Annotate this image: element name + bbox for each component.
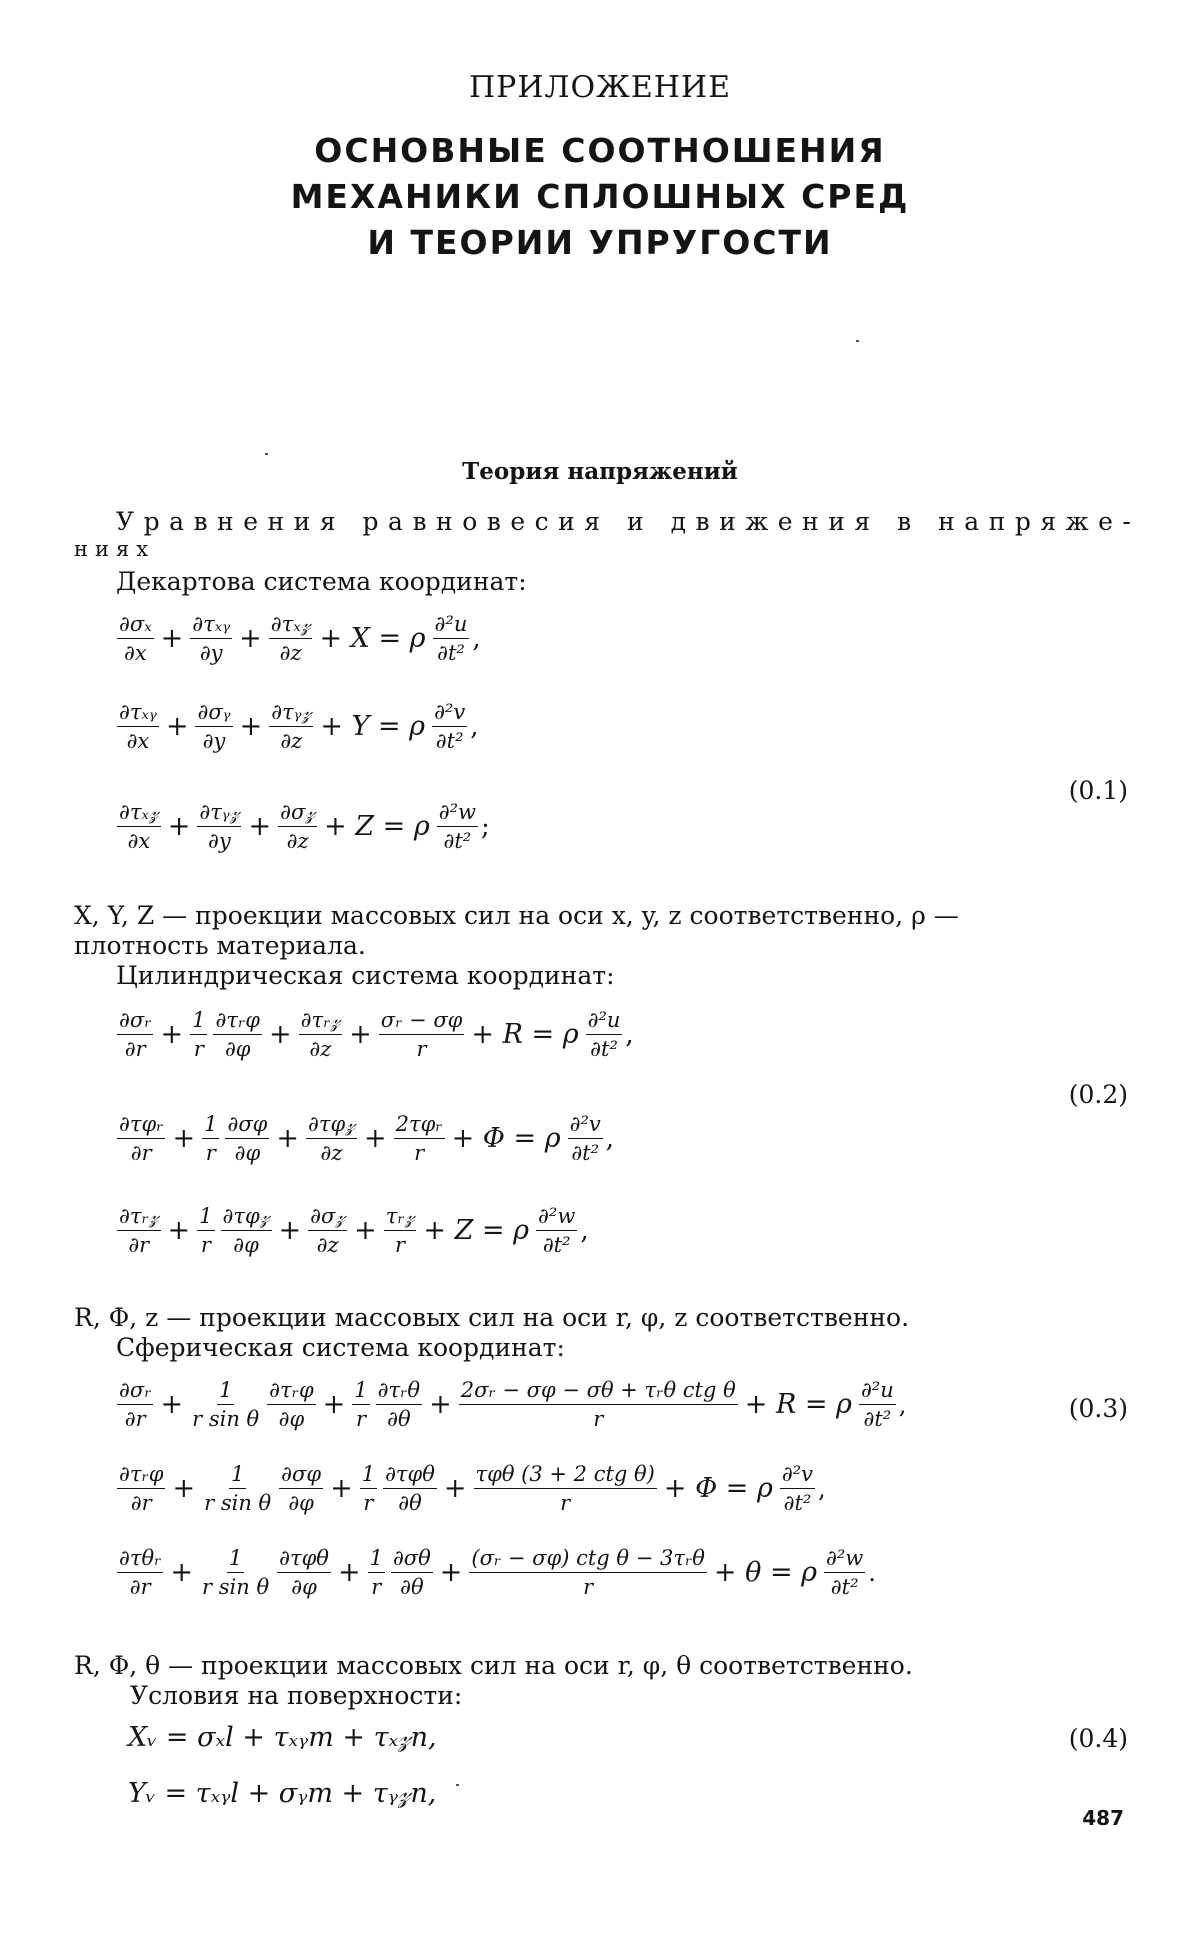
- cartesian-note-line-1: X, Y, Z — проекции массовых сил на оси x, y, z соответственно, ρ —: [74, 901, 959, 930]
- equation-cylindrical-2: $\frac{\text{∂τφᵣ}}{\partial r}$ + $\frac{1}{r}$ $\frac{\partial\sigma\varphi}{\partial\varphi}$ + $\frac{\text{∂τφ𝓏}}{\partial z}$ + $\frac{\text{2τφᵣ}}{r}$ + Φ = ρ $\frac{\text{∂²v}}{\text{∂t²}}$ ,: [119, 1112, 615, 1165]
- equation-spherical-2: $\frac{\text{∂τᵣφ}}{\partial r}$ + $\frac{1}{\text{r sin θ}}$ $\frac{\partial\sigma\varphi}{\partial\varphi}$ + $\frac{1}{r}$ $\frac{\text{∂τφθ}}{\partial\theta}$ + $\frac{\text{τφθ (3 + 2 ctg θ)}}{r}$ + Φ = ρ $\frac{\text{∂²v}}{\text{∂t²}}$ ,: [119, 1462, 826, 1515]
- equation-number-0-1: (0.1): [1068, 776, 1128, 805]
- cylindrical-note: R, Φ, z — проекции массовых сил на оси r, φ, z соответственно.: [74, 1303, 910, 1332]
- paragraph-equilibrium-line-1: Уравнения равновесия и движения в напряже-: [116, 507, 1141, 536]
- spherical-heading: Сферическая система координат:: [116, 1333, 565, 1362]
- section-title: Теория напряжений: [462, 458, 738, 485]
- cartesian-note-line-2: плотность материала.: [74, 931, 366, 960]
- surface-heading: Условия на поверхности:: [130, 1681, 463, 1710]
- print-speck: [456, 1784, 459, 1786]
- equation-cylindrical-1: $\frac{\text{∂σᵣ}}{\partial r}$ + $\frac{1}{r}$ $\frac{\text{∂τᵣφ}}{\partial\varphi}$ + $\frac{\text{∂τᵣ𝓏}}{\partial z}$ + $\frac{\text{σᵣ − σφ}}{r}$ + R = ρ $\frac{\text{∂²u}}{\text{∂t²}}$ ,: [119, 1008, 634, 1061]
- appendix-heading: ПРИЛОЖЕНИЕ: [469, 70, 731, 105]
- equation-cartesian-3: $\frac{\text{∂τₓ𝓏}}{\partial x}$ + $\frac{\text{∂τᵧ𝓏}}{\partial y}$ + $\frac{\text{∂σ𝓏}}{\partial z}$ + Z = ρ $\frac{\text{∂²w}}{\text{∂t²}}$ ;: [119, 800, 490, 853]
- paragraph-equilibrium-line-2: ниях: [74, 537, 156, 561]
- print-speck: [265, 453, 268, 455]
- chapter-title-line-3: И ТЕОРИИ УПРУГОСТИ: [367, 223, 833, 262]
- spherical-note: R, Φ, θ — проекции массовых сил на оси r, φ, θ соответственно.: [74, 1651, 913, 1680]
- equation-number-0-2: (0.2): [1068, 1080, 1128, 1109]
- chapter-title-line-2: МЕХАНИКИ СПЛОШНЫХ СРЕД: [290, 177, 910, 216]
- equation-cartesian-1: $\frac{\text{∂σₓ}}{\partial x}$ + $\frac{\text{∂τₓᵧ}}{\partial y}$ + $\frac{\text{∂τₓ𝓏}}{\partial z}$ + X = ρ $\frac{\text{∂²u}}{\text{∂t²}}$ ,: [119, 612, 481, 665]
- equation-spherical-3: $\frac{\text{∂τθᵣ}}{\partial r}$ + $\frac{1}{\text{r sin θ}}$ $\frac{\text{∂τφθ}}{\partial\varphi}$ + $\frac{1}{r}$ $\frac{\partial\sigma\theta}{\partial\theta}$ + $\frac{\text{(σᵣ − σφ) ctg θ − 3τᵣθ}}{r}$ + θ = ρ $\frac{\text{∂²w}}{\text{∂t²}}$ .: [119, 1546, 876, 1599]
- equation-cylindrical-3: $\frac{\text{∂τᵣ𝓏}}{\partial r}$ + $\frac{1}{r}$ $\frac{\text{∂τφ𝓏}}{\partial\varphi}$ + $\frac{\text{∂σ𝓏}}{\partial z}$ + $\frac{\text{τᵣ𝓏}}{r}$ + Z = ρ $\frac{\text{∂²w}}{\text{∂t²}}$ ,: [119, 1204, 589, 1257]
- cylindrical-heading: Цилиндрическая система координат:: [116, 961, 615, 990]
- equation-surface-2: Yᵥ = τₓᵧl + σᵧm + τᵧ𝓏n,: [128, 1778, 437, 1809]
- equation-number-0-3: (0.3): [1068, 1394, 1128, 1423]
- page-number: 487: [1082, 1806, 1124, 1830]
- equation-number-0-4: (0.4): [1068, 1724, 1128, 1753]
- print-speck: [856, 340, 859, 342]
- chapter-title-line-1: ОСНОВНЫЕ СООТНОШЕНИЯ: [314, 131, 886, 170]
- cartesian-heading: Декартова система координат:: [116, 567, 527, 596]
- equation-cartesian-2: $\frac{\text{∂τₓᵧ}}{\partial x}$ + $\frac{\text{∂σᵧ}}{\partial y}$ + $\frac{\text{∂τᵧ𝓏}}{\partial z}$ + Y = ρ $\frac{\text{∂²v}}{\text{∂t²}}$ ,: [119, 700, 479, 753]
- equation-surface-1: Xᵥ = σₓl + τₓᵧm + τₓ𝓏n,: [128, 1722, 437, 1753]
- equation-spherical-1: $\frac{\text{∂σᵣ}}{\partial r}$ + $\frac{1}{\text{r sin θ}}$ $\frac{\text{∂τᵣφ}}{\partial\varphi}$ + $\frac{1}{r}$ $\frac{\text{∂τᵣθ}}{\partial\theta}$ + $\frac{\text{2σᵣ − σφ − σθ + τᵣθ ctg θ}}{r}$ + R = ρ $\frac{\text{∂²u}}{\text{∂t²}}$ ,: [119, 1378, 907, 1431]
